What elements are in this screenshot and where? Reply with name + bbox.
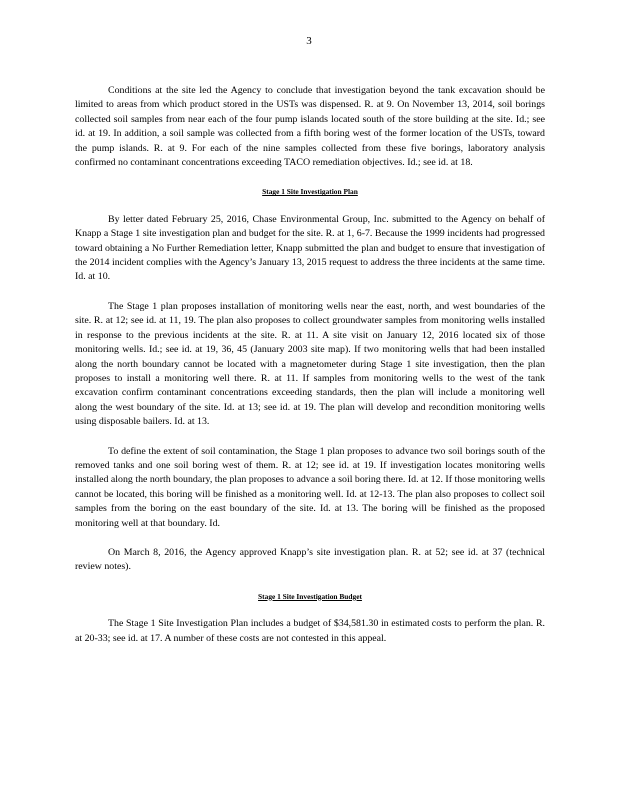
document-body <box>75 84 545 661</box>
paragraph-site-conditions: Conditions at the site led the Agency to conclude that investigation beyond the tank excavation should be limited to areas from which product stored in the USTs was dispensed. R. at 9. On November 13, 2014, soil borings collected soil samples from near each of the four pump islands located south of the store building at the site. Id.; see id. at 19. In addition, a soil sample was collected from a fifth boring west of the former location of the USTs, toward the pump islands. R. at 9. For each of the nine samples collected from these five borings, laboratory analysis confirmed no contaminant concentrations exceeding TACO remediation objectives. Id.; see id. at 18. <box>75 85 545 169</box>
paragraph-plan-submission: By letter dated February 25, 2016, Chase Environmental Group, Inc. submitted to the Agency on behalf of Knapp a Stage 1 site investigation plan and budget for the site. R. at 1, 6-7. Because the 1999 incidents had progressed toward obtaining a No Further Remediation letter, Knapp submitted the plan and budget to ensure that investigation of the 2014 incident complies with the Agency’s January 13, 2015 request to address the three incidents at the same time. Id. at 10. <box>75 213 545 283</box>
heading-investigation-plan-text: Stage 1 Site Investigation Plan <box>262 187 358 197</box>
paragraph-soil-contamination: To define the extent of soil contamination, the Stage 1 plan proposes to advance two soil borings south of the removed tanks and one soil boring west of them. R. at 12; see id. at 19. If investigation locates monitoring wells installed along the north boundary, the plan proposes to advance a soil boring there. Id. at 12. If those monitoring wells cannot be located, this boring will be finished as a monitoring well. Id. at 12-13. The plan also proposes to collect soil samples from the boring on the east boundary of the site. Id. at 13. The boring will be finished as the proposed monitoring well at that boundary. Id. <box>75 445 545 529</box>
heading-investigation-budget <box>75 590 545 604</box>
page-number: 3 <box>306 35 312 47</box>
paragraph-plan-approval: On March 8, 2016, the Agency approved Knapp’s site investigation plan. R. at 52; see id. at 37 (technical review notes). <box>75 546 545 573</box>
heading-investigation-plan <box>75 185 545 199</box>
heading-investigation-budget-text: Stage 1 Site Investigation Budget <box>258 591 362 601</box>
paragraph-budget: The Stage 1 Site Investigation Plan includes a budget of $34,581.30 in estimated costs to perform the plan. R. at 20-33; see id. at 17. A number of these costs are not contested in this appeal. <box>75 618 545 644</box>
paragraph-monitoring-wells: The Stage 1 plan proposes installation of monitoring wells near the east, north, and west boundaries of the site. R. at 12; see id. at 11, 19. The plan also proposes to collect groundwater samples from monitoring wells installed in response to the previous incidents at the site. R. at 11. A site visit on January 12, 2016 located six of those monitoring wells. Id.; see id. at 19, 36, 45 (January 2003 site map). If two monitoring wells that had been installed along the north boundary cannot be located with a magnetometer during Stage 1 site investigation, then the plan proposes to install a monitoring well there. R. at 11. If samples from monitoring wells to the west of the tank excavation confirm contaminant concentrations exceeding standards, then the plan will include a monitoring well along the west boundary of the site. Id. at 13; see id. at 19. The plan will develop and recondition monitoring wells using disposable bailers. Id. at 13. <box>75 300 545 428</box>
